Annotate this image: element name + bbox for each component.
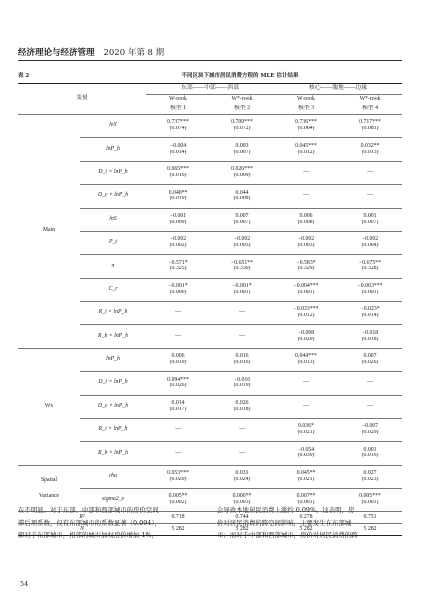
coefficient-cell: 0.045** bbox=[274, 465, 338, 477]
coefficient-cell: −0.571* bbox=[146, 255, 210, 267]
coefficient-cell: −0.001 bbox=[146, 208, 210, 220]
group-name: Main bbox=[42, 227, 56, 234]
model-label-4: 模型 4 bbox=[362, 105, 379, 112]
stat-label: R² bbox=[18, 512, 146, 524]
coefficient-cell: 0.027 bbox=[338, 465, 402, 477]
std-error-cell: (0.017) bbox=[169, 406, 187, 412]
body-line: 会导致本地居民消费上涨约 0.09%。这表明，房 bbox=[217, 506, 355, 514]
coefficient-cell: 0.045*** bbox=[274, 138, 338, 150]
std-error-cell: (0.019) bbox=[169, 359, 187, 365]
std-error-cell: (0.016) bbox=[361, 453, 379, 459]
std-error-cell: (0.020) bbox=[297, 336, 315, 342]
table-header bbox=[18, 84, 402, 115]
coefficient-cell: — bbox=[274, 161, 338, 184]
std-error-cell: (0.014) bbox=[169, 149, 187, 155]
table-label: 表 2 bbox=[18, 73, 30, 79]
stat-value: 5 282 bbox=[274, 524, 338, 536]
std-error-cell: (0.001) bbox=[361, 500, 379, 506]
group2-header: 核心——腹地——边缘 bbox=[309, 85, 368, 92]
stat-value: 0.744 bbox=[210, 512, 274, 524]
coefficient-cell: — bbox=[338, 185, 402, 208]
coefficient-cell: — bbox=[338, 161, 402, 184]
running-header bbox=[18, 46, 164, 58]
std-error-cell: (0.008) bbox=[297, 219, 315, 225]
results-table bbox=[18, 83, 402, 536]
body-right-column bbox=[217, 504, 402, 542]
coefficient-cell: −0.583* bbox=[274, 255, 338, 267]
std-error-cell: (0.328) bbox=[361, 266, 379, 272]
coefficient-cell: 0.032** bbox=[338, 138, 402, 150]
std-error-cell: (0.018) bbox=[361, 336, 379, 342]
stat-value: 5 282 bbox=[210, 524, 274, 536]
coefficient-cell: −0.002 bbox=[338, 231, 402, 243]
std-error-cell: (0.012) bbox=[297, 149, 315, 155]
coefficient-cell: 0.014 bbox=[146, 395, 210, 407]
coefficient-cell: 0.044 bbox=[210, 185, 274, 197]
group1-header: 东部——中部——西部 bbox=[181, 85, 240, 92]
model-label-3: 模型 3 bbox=[298, 105, 314, 112]
variable-name: sigma2_e bbox=[80, 489, 146, 512]
variable-name: π bbox=[80, 255, 146, 278]
coefficient-cell: 0.005** bbox=[146, 489, 210, 501]
coefficient-cell: — bbox=[274, 395, 338, 418]
std-error-cell: (0.330) bbox=[233, 266, 251, 272]
std-error-cell: (0.002) bbox=[169, 500, 187, 506]
std-error-cell: (0.019) bbox=[233, 383, 251, 389]
coefficient-cell: −0.651** bbox=[210, 255, 274, 267]
coefficient-cell: −0.004*** bbox=[274, 278, 338, 290]
std-error-cell: (0.020) bbox=[169, 476, 187, 482]
std-error-cell: (0.023) bbox=[361, 476, 379, 482]
coefficient-cell: −0.002 bbox=[210, 231, 274, 243]
std-error-cell: (0.081) bbox=[361, 126, 379, 132]
std-error-cell: (0.026) bbox=[361, 359, 379, 365]
table-body bbox=[18, 115, 402, 536]
coefficient-cell: — bbox=[210, 302, 274, 325]
std-error-cell: (0.021) bbox=[297, 430, 315, 436]
std-error-cell: (0.007) bbox=[233, 219, 251, 225]
std-error-cell: (0.009) bbox=[169, 219, 187, 225]
std-error-cell: (0.019) bbox=[169, 196, 187, 202]
std-error-cell: (0.001) bbox=[233, 289, 251, 295]
std-error-cell: (0.013) bbox=[297, 359, 315, 365]
coefficient-cell: −0.016 bbox=[210, 372, 274, 384]
w-label-1: W-rook bbox=[146, 95, 210, 105]
variable-name: D_i × lnP_h bbox=[80, 161, 146, 184]
stat-value: 5 282 bbox=[146, 524, 210, 536]
coefficient-cell: −0.018 bbox=[338, 325, 402, 337]
variable-name: lnY bbox=[80, 115, 146, 138]
variable-header: 变量 bbox=[76, 95, 88, 102]
group-label bbox=[18, 348, 80, 465]
group-name-2: Variance bbox=[38, 492, 60, 499]
coefficient-cell: −0.007 bbox=[338, 418, 402, 430]
stat-label: N bbox=[18, 524, 146, 536]
coefficient-cell: 0.036* bbox=[274, 418, 338, 430]
coefficient-cell: — bbox=[274, 185, 338, 208]
coefficient-cell: — bbox=[338, 395, 402, 418]
std-error-cell: (0.008) bbox=[233, 196, 251, 202]
coefficient-cell: 0.007** bbox=[274, 489, 338, 501]
coefficient-cell: 0.736*** bbox=[274, 115, 338, 127]
std-error-cell: (0.007) bbox=[361, 219, 379, 225]
coefficient-cell: 0.053*** bbox=[146, 465, 210, 477]
body-line: 价对居民消费的跨空间影响，主要发生在东部城 bbox=[217, 518, 352, 527]
coefficient-cell: — bbox=[146, 325, 210, 348]
std-error-cell: (0.001) bbox=[297, 500, 315, 506]
w-label-4: W*-rook bbox=[338, 95, 402, 105]
coefficient-cell: 0.709*** bbox=[210, 115, 274, 127]
coefficient-cell: 0.003 bbox=[210, 138, 274, 150]
variable-name: D_c × lnP_h bbox=[80, 395, 146, 418]
coefficient-cell: 0.717*** bbox=[338, 115, 402, 127]
coefficient-cell: 0.016 bbox=[210, 348, 274, 360]
coefficient-cell: — bbox=[210, 442, 274, 465]
coefficient-cell: −0.033*** bbox=[274, 302, 338, 314]
coefficient-cell: 0.094*** bbox=[146, 372, 210, 384]
coefficient-cell: −0.008 bbox=[274, 325, 338, 337]
table-title: 不同区块下城市居民消费方程的 MLE 估计结果 bbox=[181, 73, 299, 79]
coefficient-cell: 0.001 bbox=[338, 442, 402, 454]
group-spacer bbox=[18, 484, 80, 494]
std-error-cell: (0.005) bbox=[233, 243, 251, 249]
body-line: 即对于东部城市，相邻的城市加权房价增加 1%， bbox=[18, 531, 158, 539]
std-error-cell: (0.002) bbox=[169, 243, 187, 249]
std-error-cell: (0.004) bbox=[361, 243, 379, 249]
variable-name: R_i × lnP_h bbox=[80, 418, 146, 441]
variable-name: R_i × lnP_h bbox=[80, 302, 146, 325]
stat-value: 5 282 bbox=[338, 524, 402, 536]
coefficient-cell: — bbox=[146, 442, 210, 465]
std-error-cell: (0.016) bbox=[169, 172, 187, 178]
variable-name: R_b × lnP_h bbox=[80, 325, 146, 348]
group-label bbox=[18, 115, 80, 349]
std-error-cell: (0.018) bbox=[233, 406, 251, 412]
coefficient-cell: 0.007 bbox=[338, 348, 402, 360]
coefficient-cell: 0.040** bbox=[146, 185, 210, 197]
std-error-cell: (0.074) bbox=[169, 126, 187, 132]
body-line: 在不明显。对于东部、中部和西部城市的房价空间 bbox=[18, 506, 159, 514]
std-error-cell: (0.072) bbox=[233, 126, 251, 132]
coefficient-cell: 0.065*** bbox=[146, 161, 210, 173]
table-row bbox=[18, 115, 402, 127]
std-error-cell: (0.000) bbox=[169, 289, 187, 295]
coefficient-cell: 0.006** bbox=[210, 489, 274, 501]
issue-label: 2020 年第 8 期 bbox=[103, 48, 165, 58]
std-error-cell: (0.026) bbox=[169, 383, 187, 389]
coefficient-cell: — bbox=[210, 325, 274, 348]
stat-value: 0.751 bbox=[338, 512, 402, 524]
coefficient-cell: — bbox=[146, 418, 210, 441]
body-left-column bbox=[18, 504, 203, 542]
std-error-cell: (0.329) bbox=[297, 266, 315, 272]
coefficient-cell: — bbox=[274, 372, 338, 395]
coefficient-cell: 0.007 bbox=[210, 208, 274, 220]
coefficient-cell: 0.006 bbox=[274, 208, 338, 220]
stat-value: 0.718 bbox=[146, 512, 210, 524]
std-error-cell: (0.016) bbox=[233, 359, 251, 365]
variable-name: D_i × lnP_h bbox=[80, 372, 146, 395]
body-line: 市；而对于中部和西部城市，房价对居民消费的跨 bbox=[217, 531, 358, 539]
variable-name: lnP_h bbox=[80, 348, 146, 371]
w-label-2: W*-rook bbox=[210, 95, 274, 105]
coefficient-cell: — bbox=[210, 418, 274, 441]
model-label-2: 模型 2 bbox=[234, 105, 250, 112]
std-error-cell: (0.039) bbox=[297, 453, 315, 459]
coefficient-cell: — bbox=[146, 302, 210, 325]
variable-name: D_c × lnP_h bbox=[80, 185, 146, 208]
coefficient-cell: −0.002 bbox=[274, 231, 338, 243]
group-name: Spatial bbox=[40, 476, 58, 483]
std-error-cell: (0.013) bbox=[361, 149, 379, 155]
group-name: Wx bbox=[44, 402, 54, 409]
journal-name: 经济理论与经济管理 bbox=[18, 48, 95, 58]
stat-value: 0.278 bbox=[274, 512, 338, 524]
coefficient-cell: −0.002 bbox=[146, 231, 210, 243]
variable-name: rho bbox=[80, 465, 146, 488]
std-error-cell: (0.003) bbox=[297, 243, 315, 249]
variable-name: P_t bbox=[80, 231, 146, 254]
std-error-cell: (0.064) bbox=[297, 126, 315, 132]
coefficient-cell: 0.026 bbox=[210, 395, 274, 407]
std-error-cell: (0.029) bbox=[361, 430, 379, 436]
coefficient-cell: −0.004 bbox=[146, 138, 210, 150]
coefficient-cell: 0.044*** bbox=[274, 348, 338, 360]
std-error-cell: (0.325) bbox=[169, 266, 187, 272]
coefficient-cell: −0.003*** bbox=[338, 278, 402, 290]
table-row bbox=[18, 348, 402, 360]
coefficient-cell: −0.675** bbox=[338, 255, 402, 267]
coefficient-cell: −0.001* bbox=[210, 278, 274, 290]
coefficient-cell: 0.006 bbox=[146, 348, 210, 360]
variable-name: lnS bbox=[80, 208, 146, 231]
variable-name: lnP_h bbox=[80, 138, 146, 161]
coefficient-cell: −0.054 bbox=[274, 442, 338, 454]
coefficient-cell: −0.001* bbox=[146, 278, 210, 290]
header-rule bbox=[18, 60, 402, 61]
std-error-cell: (0.003) bbox=[233, 500, 251, 506]
variable-name: R_b × lnP_h bbox=[80, 442, 146, 465]
std-error-cell: (0.007) bbox=[233, 149, 251, 155]
variable-name: C_r bbox=[80, 278, 146, 301]
body-line: 滞后项系数，仅有东部城市的系数显著（0.094）， bbox=[18, 518, 161, 527]
std-error-cell: (0.014) bbox=[361, 313, 379, 319]
std-error-cell: (0.001) bbox=[361, 289, 379, 295]
std-error-cell: (0.024) bbox=[233, 476, 251, 482]
coefficient-cell: 0.737*** bbox=[146, 115, 210, 127]
page-number: 54 bbox=[20, 580, 29, 588]
coefficient-cell: −0.023* bbox=[338, 302, 402, 314]
w-label-3: W-rook bbox=[274, 95, 338, 105]
std-error-cell: (0.001) bbox=[297, 289, 315, 295]
coefficient-cell: — bbox=[338, 372, 402, 395]
std-error-cell: (0.021) bbox=[297, 476, 315, 482]
table-row bbox=[18, 465, 402, 477]
coefficient-cell: 0.026*** bbox=[210, 161, 274, 173]
coefficient-cell: 0.001 bbox=[338, 208, 402, 220]
std-error-cell: (0.009) bbox=[233, 172, 251, 178]
model-label-1: 模型 1 bbox=[170, 105, 186, 112]
coefficient-cell: 0.005*** bbox=[338, 489, 402, 501]
std-error-cell: (0.012) bbox=[297, 313, 315, 319]
coefficient-cell: 0.031 bbox=[210, 465, 274, 477]
